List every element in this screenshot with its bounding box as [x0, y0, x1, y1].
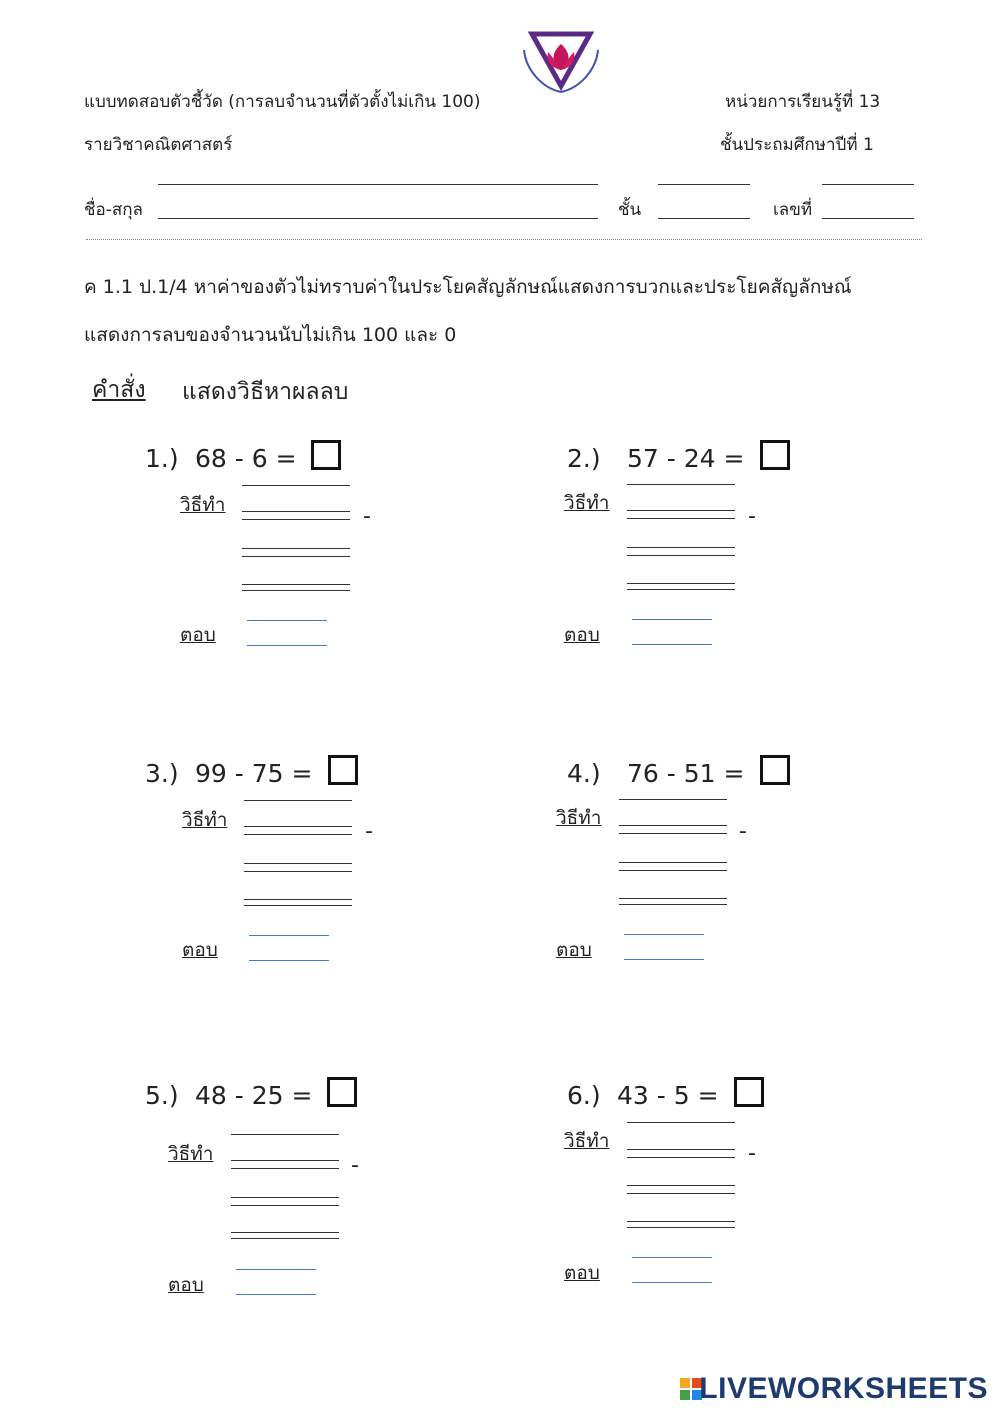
subject-label: รายวิชาคณิตศาสตร์ [84, 135, 233, 155]
unit-label: หน่วยการเรียนรู้ที่ 13 [725, 92, 881, 112]
problem-number: 4.) [567, 759, 601, 788]
answer-line[interactable] [632, 1282, 712, 1283]
answer-line[interactable] [632, 619, 712, 620]
problem-expression: 43 - 5 = [617, 1081, 719, 1110]
work-line[interactable] [231, 1197, 339, 1198]
method-label: วิธีทำ [564, 492, 610, 514]
problem-number: 5.) [145, 1081, 179, 1110]
problem-6 [564, 1081, 927, 1321]
work-line[interactable] [231, 1205, 339, 1206]
problem-3 [145, 759, 505, 999]
number-line-upper [822, 184, 914, 185]
method-label: วิธีทำ [182, 809, 228, 831]
problem-5 [145, 1081, 505, 1321]
problem-expression: 48 - 25 = [195, 1081, 313, 1110]
method-label: วิธีทำ [556, 807, 602, 829]
class-input-line[interactable] [658, 218, 750, 219]
work-line[interactable] [627, 583, 735, 584]
problem-number: 2.) [567, 444, 601, 473]
test-title: แบบทดสอบตัวชี้วัด (การลบจำนวนที่ตัวตั้งไม่เกิน 100) [84, 92, 481, 112]
standard-line-2: แสดงการลบของจำนวนนับไม่เกิน 100 และ 0 [84, 324, 457, 346]
work-line[interactable] [627, 1122, 735, 1123]
problem-number: 3.) [145, 759, 179, 788]
name-label: ชื่อ-สกุล [84, 200, 143, 220]
work-line[interactable] [231, 1160, 339, 1161]
work-line[interactable] [619, 833, 727, 834]
grade-label: ชั้นประถมศึกษาปีที่ 1 [720, 135, 874, 155]
work-line[interactable] [244, 800, 352, 801]
work-line[interactable] [627, 589, 735, 590]
work-line[interactable] [627, 1221, 735, 1222]
answer-line[interactable] [236, 1294, 316, 1295]
minus-sign: - [748, 1141, 756, 1166]
problem-number: 1.) [145, 444, 179, 473]
answer-label: ตอบ [182, 939, 218, 961]
work-line[interactable] [627, 555, 735, 556]
minus-sign: - [748, 504, 756, 529]
work-line[interactable] [619, 898, 727, 899]
class-label: ชั้น [618, 200, 642, 220]
work-line[interactable] [627, 510, 735, 511]
minus-sign: - [365, 819, 373, 844]
work-line[interactable] [244, 905, 352, 906]
answer-box[interactable] [760, 755, 790, 785]
answer-line[interactable] [247, 620, 327, 621]
answer-label: ตอบ [564, 1262, 600, 1284]
method-label: วิธีทำ [168, 1143, 214, 1165]
work-line[interactable] [627, 518, 735, 519]
work-line[interactable] [627, 484, 735, 485]
problem-expression: 99 - 75 = [195, 759, 313, 788]
problem-expression: 76 - 51 = [627, 759, 745, 788]
work-line[interactable] [231, 1232, 339, 1233]
work-line[interactable] [619, 799, 727, 800]
answer-line[interactable] [247, 645, 327, 646]
method-label: วิธีทำ [564, 1130, 610, 1152]
work-line[interactable] [619, 862, 727, 863]
work-line[interactable] [242, 590, 350, 591]
work-line[interactable] [627, 1149, 735, 1150]
work-line[interactable] [619, 870, 727, 871]
minus-sign: - [739, 819, 747, 844]
problem-1 [145, 444, 505, 684]
command-text: แสดงวิธีหาผลลบ [182, 379, 349, 405]
work-line[interactable] [242, 584, 350, 585]
number-label: เลขที่ [773, 200, 813, 220]
work-line[interactable] [242, 548, 350, 549]
work-line[interactable] [619, 904, 727, 905]
number-input-line[interactable] [822, 218, 914, 219]
problem-2 [564, 444, 927, 684]
work-line[interactable] [244, 826, 352, 827]
work-line[interactable] [231, 1238, 339, 1239]
standard-line-1: ค 1.1 ป.1/4 หาค่าของตัวไม่ทราบค่าในประโยคสัญลักษณ์แสดงการบวกและประโยคสัญลักษณ์ [84, 276, 852, 298]
minus-sign: - [351, 1153, 359, 1178]
answer-box[interactable] [734, 1077, 764, 1107]
problem-expression: 68 - 6 = [195, 444, 297, 473]
method-label: วิธีทำ [180, 494, 226, 516]
minus-sign: - [363, 504, 371, 529]
work-line[interactable] [244, 863, 352, 864]
work-line[interactable] [244, 899, 352, 900]
work-line[interactable] [627, 1185, 735, 1186]
work-line[interactable] [242, 519, 350, 520]
work-line[interactable] [242, 485, 350, 486]
school-logo [522, 30, 600, 94]
answer-label: ตอบ [564, 624, 600, 646]
name-input-line[interactable] [158, 218, 598, 219]
work-line[interactable] [627, 1227, 735, 1228]
divider [86, 239, 922, 240]
work-line[interactable] [242, 556, 350, 557]
answer-box[interactable] [327, 1077, 357, 1107]
problem-expression: 57 - 24 = [627, 444, 745, 473]
answer-label: ตอบ [556, 939, 592, 961]
problem-number: 6.) [567, 1081, 601, 1110]
command-label: คำสั่ง [92, 377, 146, 403]
answer-line[interactable] [249, 960, 329, 961]
answer-label: ตอบ [180, 624, 216, 646]
liveworksheets-brand[interactable]: LIVEWORKSHEETS [699, 1372, 988, 1405]
answer-box[interactable] [328, 755, 358, 785]
answer-line[interactable] [236, 1269, 316, 1270]
answer-line[interactable] [249, 935, 329, 936]
answer-label: ตอบ [168, 1274, 204, 1296]
work-line[interactable] [627, 1193, 735, 1194]
answer-line[interactable] [632, 644, 712, 645]
answer-line[interactable] [624, 934, 704, 935]
work-line[interactable] [231, 1134, 339, 1135]
work-line[interactable] [627, 1157, 735, 1158]
work-line[interactable] [627, 547, 735, 548]
answer-box[interactable] [311, 440, 341, 470]
work-line[interactable] [231, 1168, 339, 1169]
answer-box[interactable] [760, 440, 790, 470]
work-line[interactable] [244, 834, 352, 835]
problem-4 [556, 759, 927, 999]
work-line[interactable] [619, 825, 727, 826]
answer-line[interactable] [624, 959, 704, 960]
work-line[interactable] [244, 871, 352, 872]
class-line-upper [658, 184, 750, 185]
name-line-upper [158, 184, 598, 185]
work-line[interactable] [242, 511, 350, 512]
answer-line[interactable] [632, 1257, 712, 1258]
